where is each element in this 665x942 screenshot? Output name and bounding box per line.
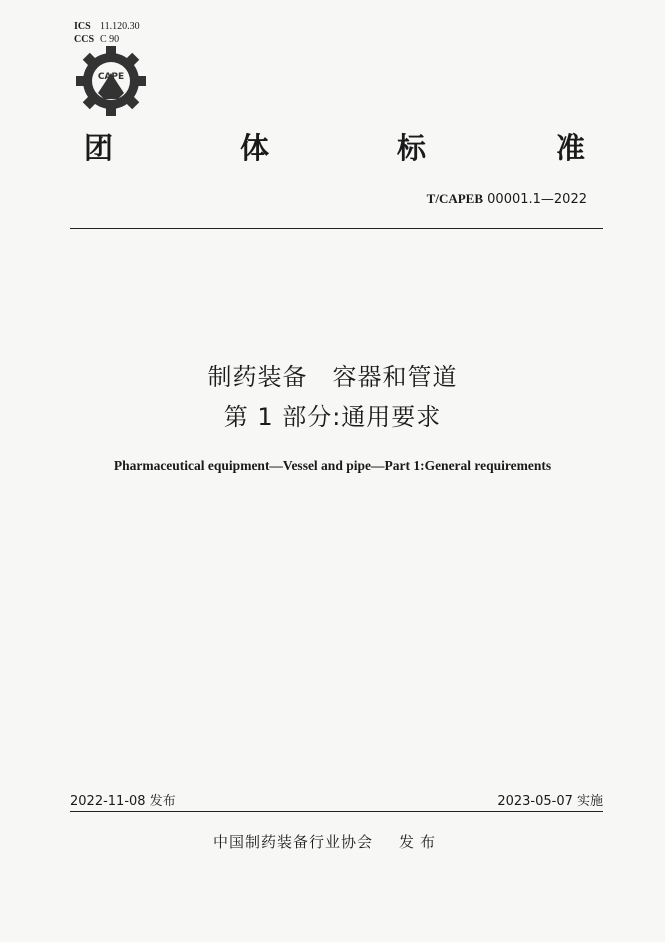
ics-code (74, 20, 140, 33)
publisher-name: 中国制药装备行业协会 (213, 833, 374, 851)
implement-date: 2023-05-07 实施 (497, 794, 603, 809)
classification-codes (74, 20, 140, 46)
ccs-code (74, 33, 140, 46)
document-type-heading (0, 126, 665, 166)
title-line-1: 制药装备 容器和管道 (207, 363, 458, 391)
ccs-label: CCS (74, 34, 95, 45)
top-divider (70, 228, 603, 229)
heading-char-1: 团 (84, 131, 114, 165)
publisher (213, 831, 441, 852)
publisher-action: 发布 (399, 833, 442, 851)
title-english: Pharmaceutical equipment—Vessel and pipe—Part 1:General requirements (113, 458, 552, 473)
standard-prefix: T/CAPEB (426, 191, 484, 206)
publish-date: 2022-11-08 发布 (70, 794, 176, 809)
title-line-2: 第 1 部分:通用要求 (223, 403, 442, 431)
ics-label: ICS (74, 21, 91, 32)
bottom-divider (70, 811, 603, 812)
ics-value: 11.120.30 (100, 21, 140, 32)
heading-char-2: 体 (240, 131, 270, 165)
logo-text: CAPE (97, 72, 125, 82)
standard-code: 00001.1—2022 (487, 192, 587, 207)
standard-number (427, 191, 587, 207)
cape-logo (76, 46, 146, 116)
heading-char-4: 准 (556, 131, 586, 165)
ccs-value: C 90 (100, 34, 120, 45)
heading-char-3: 标 (397, 131, 427, 165)
